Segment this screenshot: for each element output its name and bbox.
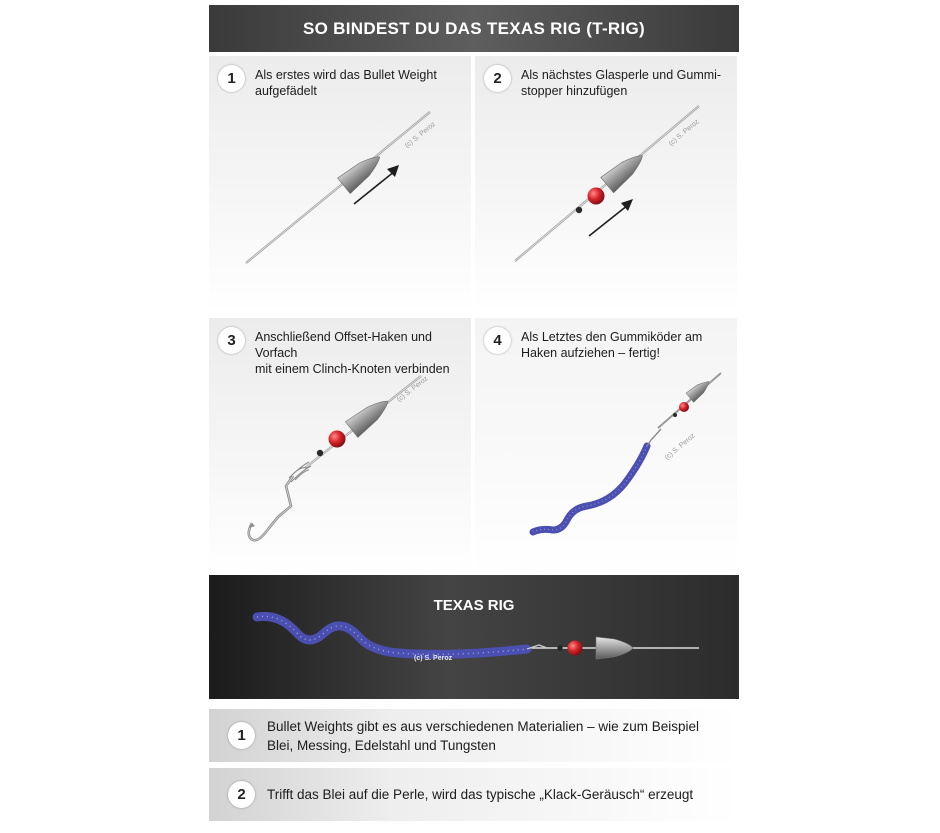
infographic (209, 5, 739, 833)
note-number: 2 (228, 781, 255, 808)
banner-title: TEXAS RIG (433, 597, 515, 614)
step-panel-2 (475, 56, 737, 313)
texas-rig-illustration (209, 575, 739, 699)
bullet-weight (338, 149, 386, 193)
glass-bead (568, 641, 583, 656)
bullet-weight (346, 393, 395, 437)
arrow-icon (589, 205, 628, 236)
step-panel-1 (209, 56, 471, 313)
watermark: (c) S. Peroz (663, 432, 697, 462)
texas-rig-banner (209, 575, 739, 699)
rubber-stopper (317, 450, 323, 456)
step-panel-4 (475, 318, 737, 575)
note-text: Bullet Weights gibt es aus verschiedenen Materialien – wie zum Beispiel Blei, Messing, Edelstahl und Tungsten (267, 718, 699, 753)
note-number: 1 (228, 722, 255, 749)
step-description: Als Letztes den Gummiköder am Haken aufziehen – fertig! (521, 330, 703, 360)
glass-bead (679, 402, 689, 412)
soft-bait-lure (533, 446, 647, 532)
step-number: 2 (484, 65, 511, 92)
watermark: (c) S. Peroz (395, 375, 430, 404)
bullet-weight (596, 637, 633, 659)
page-title: SO BINDEST DU DAS TEXAS RIG (T-RIG) (209, 5, 739, 52)
watermark: (c) S. Peroz (403, 120, 437, 150)
step-description: Anschließend Offset-Haken und Vorfach mit einem Clinch-Knoten verbinden (255, 330, 450, 376)
step-number: 1 (218, 65, 245, 92)
rubber-stopper (576, 207, 582, 213)
step-number: 4 (484, 327, 511, 354)
rubber-stopper (673, 413, 677, 417)
bullet-weight (686, 377, 713, 402)
step-description: Als erstes wird das Bullet Weight aufgefädelt (255, 68, 437, 98)
watermark: (c) S. Peroz (667, 118, 701, 148)
soft-bait-lure (257, 616, 527, 654)
glass-bead (588, 188, 605, 205)
hook-eye (647, 429, 661, 446)
watermark: (c) S. Peroz (414, 655, 453, 662)
rubber-stopper (557, 645, 562, 650)
step-number: 3 (218, 327, 245, 354)
step-description: Als nächstes Glasperle und Gummi- stopper hinzufügen (521, 68, 722, 98)
step-panel-3 (209, 318, 471, 575)
glass-bead (329, 431, 346, 448)
note-text: Trifft das Blei auf die Perle, wird das typische „Klack-Geräusch“ erzeugt (267, 787, 694, 802)
note-2 (209, 768, 739, 821)
note-1 (209, 709, 739, 762)
fishing-line (658, 373, 721, 428)
